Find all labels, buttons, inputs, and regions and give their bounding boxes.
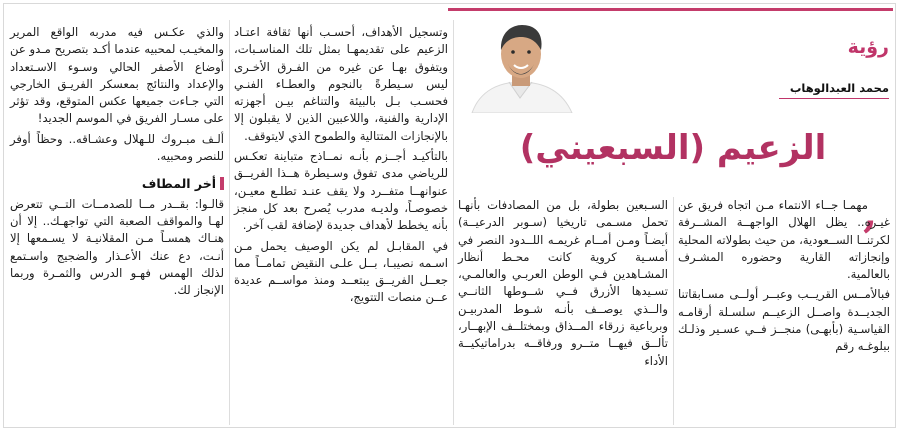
article-column-4 xyxy=(10,24,224,299)
headline: الزعيم (السبعيني) xyxy=(519,128,827,168)
paragraph: ألـف مبـروك للـهلال وعشـاقه.. وحظاً أوفر للنصر ومحبيه. xyxy=(10,131,224,164)
closing-heading: أخر المطاف xyxy=(10,175,224,192)
column-divider xyxy=(453,20,454,425)
paragraph: بالتأكيـد أجــزم بأنـه نمــاذج متباينة تعكـس للرياضي مدى تفوق وسـيطرة هــذا الفريــق عنوانهــا متفــرد ولا يقف عنـد تطلـع معيـن، خصوصـاً، ولديـه مدرب يُصرح بعد كل منجز بأنه يخطط لأهداف جديدة لإضافة لقب آخر. xyxy=(234,149,448,233)
section-top-rule xyxy=(448,8,893,11)
paragraph: والذي عكـس فيه مدربه الواقع المرير والمخيـب لمحبيه عندما أكـد بتصريح مـدو عن أوضاع الأصفر الحالي وسـوء الاسـتعداد والإعداد والنتائج بمعسكر الفريـق الخارجي التي جـاءت جميعها عكس المتوقع، وقد تؤثر على مسـار الفريق في الموسم الجديد! xyxy=(10,25,224,126)
author-name: محمد العبدالوهاب xyxy=(779,81,889,99)
paragraph: في المقابـل لم يكن الوصيف يحمل مـن اسـمه نصيبـا، بــل علـى النقيض تمامــاً مما جعــل الفريــق يبتعــد ومنذ مواســم عديدة عــن منصات التتويج، xyxy=(234,238,448,305)
column-divider xyxy=(229,20,230,425)
article-column-3 xyxy=(234,24,448,307)
section-tag: رؤية xyxy=(847,36,889,58)
article-column-1 xyxy=(678,197,890,356)
paragraph: وتسجيل الأهداف، أحسـب أنها ثقافة اعتـاد الزعيم على تقديمهـا بمثل تلك المناسـبات، ويتفوق بهـا عن غيره من الفـرق الأخـرى ليس سـيطرةً بالنجوم والعطـاء الفنـي فحسـب بـل بالبيئة والتناغم بيـن أجهزته الإدارية والفنية، واللاعبين الذين لا يقبلون إلا بالإنجازات المتتالية والطموح الذي لايتوقف. xyxy=(234,25,448,143)
paragraph: مهمـا جــاء الانتماء مـن اتجاه فريق عن غيـره.. يظل الهلال الواجهــة المشــرفة لكرتنــا الســعودية، من حيث بطولاته المحلية وإنجازاته القارية وحضوره المشـرف بالعالمية. xyxy=(678,198,890,282)
paragraph: فبالأمــس القريــب وعبــر أولــى مسـابقاتنا الجديــدة واصــل الزعيــم سلسـلة أرقامـه القياسـية (بأبهـى) منجــز فــي عسـير وذلـك ببلوغـه رقم xyxy=(678,287,890,354)
paragraph: السـبعين بطولة، بل من المصادفات بأنهـا تحمل مسـمى تاريخيا (سـوبر الدرعيــة) أيضـاً ومـن أمــام غريمـه اللــدود النصر في أمسـية كروية كانت محـط أنظار المشـاهدين فـي الوطن العربـي والعالمـي، تسـيدها الأزرق فــي شــوطها الثانــي والــذي يوصــف بأنـه شـوط المدربيـن وبرباعية زرقاء المــذاق وبمختلــف الإبهــار، تألــق فيهــا متــرو ورفاقــه بدراماتيكيــة الأداء xyxy=(458,198,668,368)
closing-paragraph: قالـوا: بقــدر مــا للصدمــات التــي تتعرض لهـا والمواقف الصعبة التي تواجهـك.. إلا أن هنـاك همسـاً مـن المقلانيـة لا يسـمعها إلا أنـت، دع عنك الأعـذار والضجيج واسـتمع لذلك الهمس فهـو الدرس والثمـرة وربما الإنجاز لك. xyxy=(10,196,224,298)
author-portrait xyxy=(462,12,580,113)
article-column-2 xyxy=(458,197,668,370)
column-divider xyxy=(673,197,674,425)
quote-mark-icon: , xyxy=(863,190,877,237)
heading-bar-icon xyxy=(220,177,224,190)
